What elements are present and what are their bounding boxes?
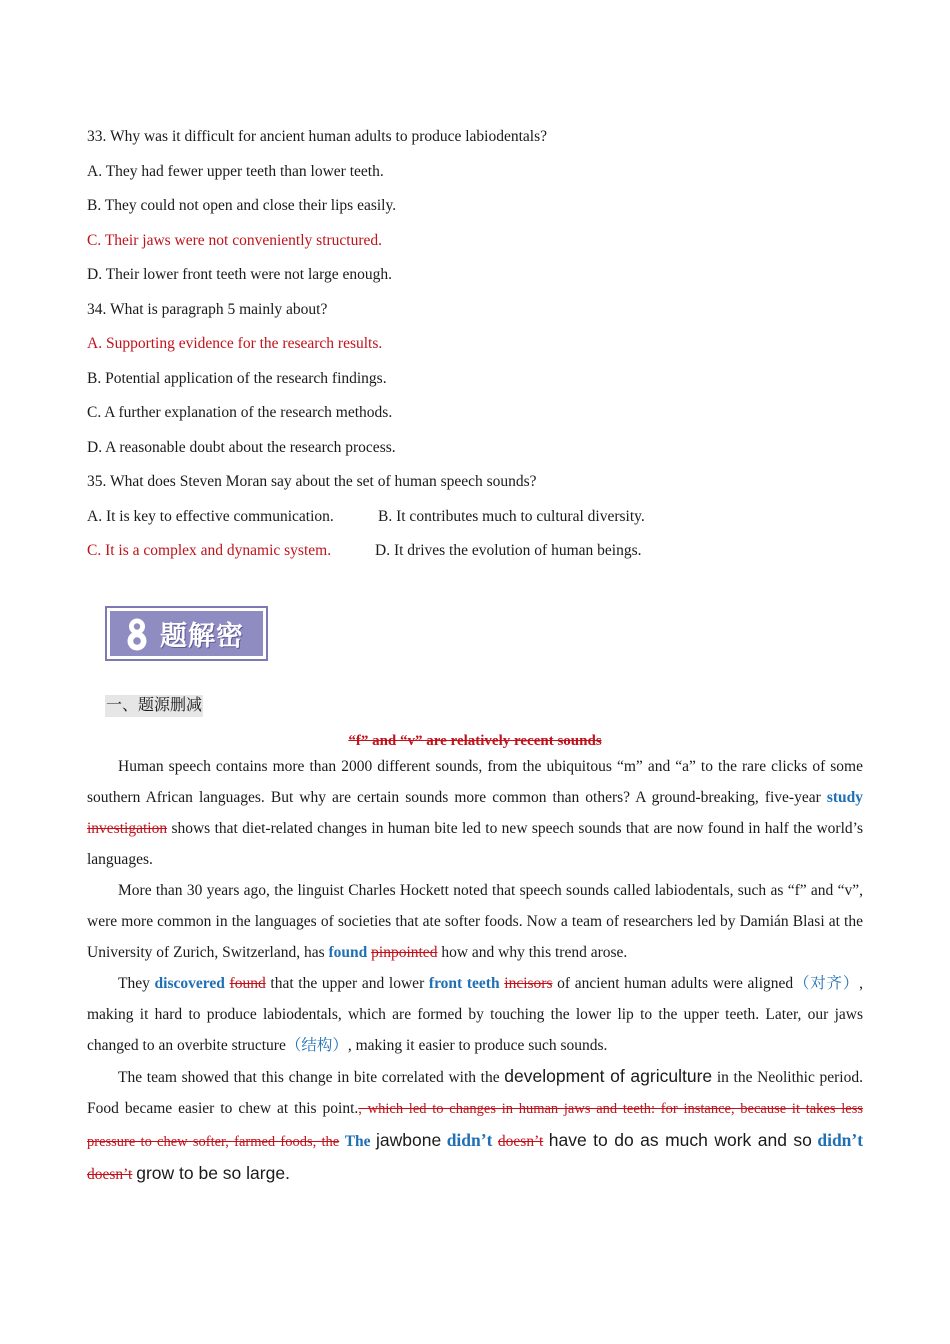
section-badge [105, 606, 268, 661]
inserted-word: didn’t [446, 1130, 493, 1150]
question-33-option-d: D. Their lower front teeth were not large enough. [87, 266, 393, 283]
inserted-word: discovered [154, 975, 225, 992]
chinese-gloss: （结构） [285, 1037, 348, 1054]
question-35-option-b: B. It contributes much to cultural diversity. [378, 508, 645, 525]
inserted-word: The [344, 1133, 371, 1150]
number-8-icon [120, 616, 154, 652]
question-35-option-c-answer: C. It is a complex and dynamic system. [87, 542, 332, 559]
deleted-word: found [229, 975, 266, 992]
inserted-word: front teeth [428, 975, 500, 992]
question-35-stem: 35. What does Steven Moran say about the set of human speech sounds? [87, 473, 537, 490]
deleted-word: investigation [87, 820, 168, 837]
section-title: 一、题源删减 [105, 695, 203, 717]
question-34-option-d: D. A reasonable doubt about the research process. [87, 439, 396, 456]
question-35-option-a: A. It is key to effective communication. [87, 508, 334, 525]
deleted-word: doesn’t [497, 1133, 544, 1150]
deleted-word: doesn’t [87, 1166, 133, 1183]
question-33-option-c-answer: C. Their jaws were not conveniently structured. [87, 232, 383, 249]
paragraph-1: Human speech contains more than 2000 different sounds, from the ubiquitous “m” and “a” to the rare clicks of some southern African languages. But why are certain sounds more common than others? A ground-breaking, five-year study investigation shows that diet-related changes in human bite led to new speech sounds that are now found in half the world’s languages. [87, 758, 863, 868]
question-33-option-a: A. They had fewer upper teeth than lower teeth. [87, 163, 384, 180]
question-34-option-c: C. A further explanation of the research methods. [87, 404, 393, 421]
question-34-option-a-answer: A. Supporting evidence for the research results. [87, 335, 383, 352]
article-title-deleted: “f” and “v” are relatively recent sounds [348, 733, 602, 749]
question-34-stem: 34. What is paragraph 5 mainly about? [87, 301, 328, 318]
article-body [87, 751, 863, 1190]
paragraph-3: They discovered found that the upper and lower front teeth incisors of ancient human adults were aligned（对齐）, making it hard to produce labiodentals, which are formed by touching the lower lip to the upper teeth. Later, our jaws changed to an overbite structure（结构）, making it easier to produce such sounds. [87, 975, 864, 1054]
chinese-gloss: （对齐） [793, 975, 860, 992]
question-35-option-d: D. It drives the evolution of human beings. [375, 542, 642, 559]
deleted-clause: , which led to changes in human jaws and teeth: for instance, because it takes less pressure to chew softer, farmed foods, the [87, 1101, 863, 1150]
paragraph-2: More than 30 years ago, the linguist Charles Hockett noted that speech sounds called labiodentals, such as “f” and “v”, were more common in the languages of societies that ate softer foods. Now a team of researchers led by Damián Blasi at the University of Zurich, Switzerland, has found pinpointed how and why this trend arose. [87, 882, 863, 961]
inserted-word: study [826, 789, 863, 806]
inserted-word: found [328, 944, 368, 961]
question-33-option-b: B. They could not open and close their lips easily. [87, 197, 397, 214]
deleted-word: pinpointed [371, 944, 438, 961]
badge-label: 题解密 [160, 621, 244, 652]
question-34-option-b: B. Potential application of the research findings. [87, 370, 387, 387]
question-33-stem: 33. Why was it difficult for ancient human adults to produce labiodentals? [87, 128, 548, 145]
paragraph-4: The team showed that this change in bite correlated with the development of agriculture in the Neolithic period. Food became easier to chew at this point., which led to changes in human jaws and teeth: for instance, because it takes less pressure to chew softer, farmed foods, the The jawbone didn’t doesn’t have to do as much work and so didn’t doesn’t grow to be so large. [87, 1066, 864, 1183]
deleted-word: incisors [504, 975, 553, 992]
inserted-word: didn’t [817, 1130, 864, 1150]
